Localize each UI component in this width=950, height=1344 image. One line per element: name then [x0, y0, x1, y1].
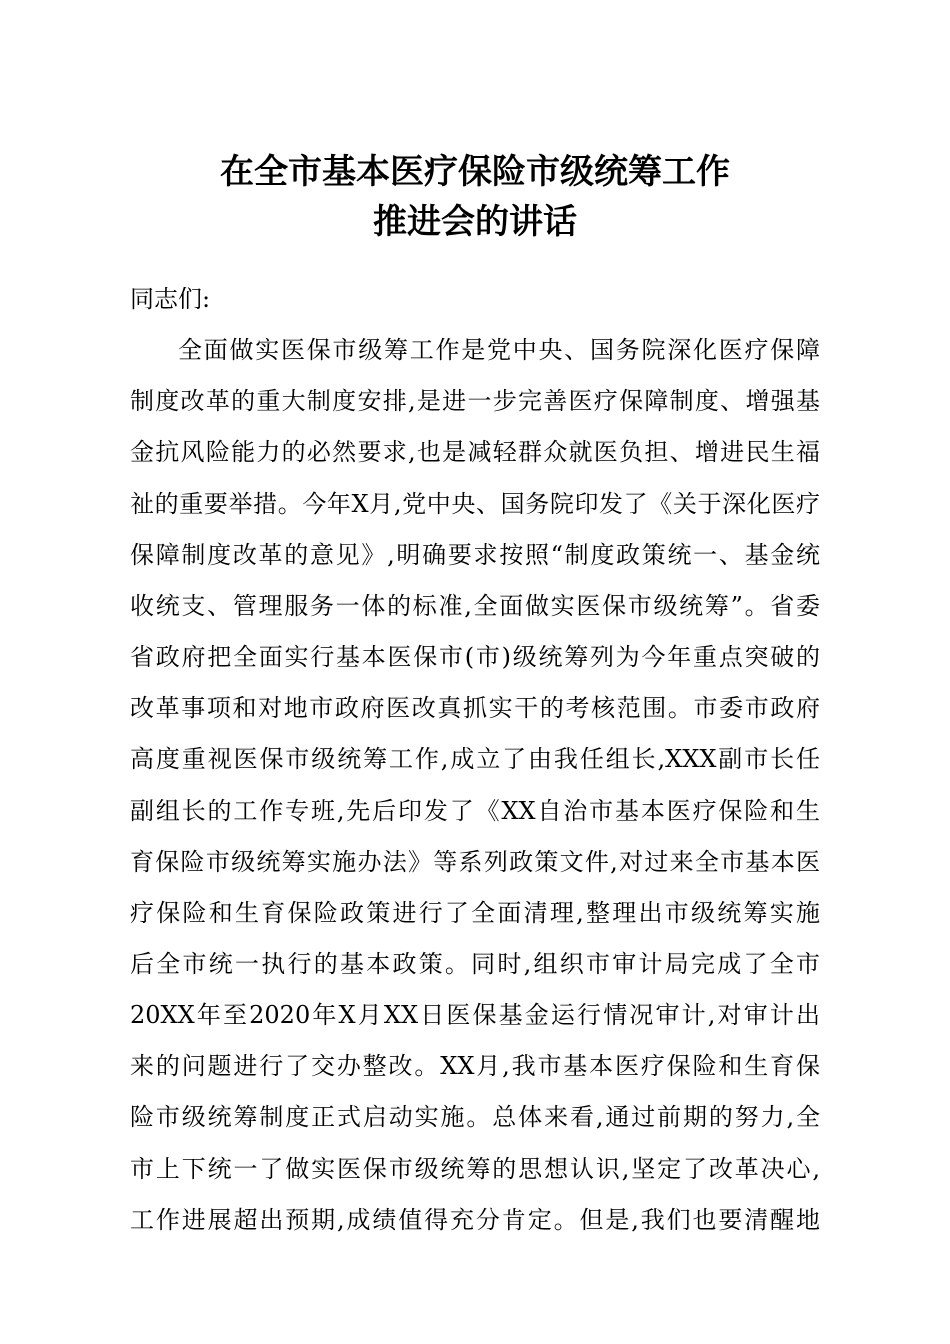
body-line: 高度重视医保市级统筹工作,成立了由我任组长,XXX副市长任 [130, 745, 820, 773]
salutation: 同志们: [130, 285, 211, 313]
body-line: 20XX年至2020年X月XX日医保基金运行情况审计,对审计出 [130, 1001, 820, 1029]
body-line: 险市级统筹制度正式启动实施。总体来看,通过前期的努力,全 [130, 1103, 820, 1131]
body-line: 育保险市级统筹实施办法》等系列政策文件,对过来全市基本医 [130, 848, 820, 876]
body-line: 工作进展超出预期,成绩值得充分肯定。但是,我们也要清醒地 [130, 1206, 820, 1234]
document-title-line-1: 在全市基本医疗保险市级统筹工作 [220, 152, 730, 192]
body-line: 副组长的工作专班,先后印发了《XX自治市基本医疗保险和生 [130, 797, 820, 825]
body-line: 市上下统一了做实医保市级统筹的思想认识,坚定了改革决心, [130, 1155, 820, 1183]
body-line: 改革事项和对地市政府医改真抓实干的考核范围。市委市政府 [130, 694, 820, 722]
body-line: 保障制度改革的意见》,明确要求按照“制度政策统一、基金统 [130, 541, 820, 569]
body-line: 省政府把全面实行基本医保市(市)级统筹列为今年重点突破的 [130, 643, 820, 671]
body-line: 全面做实医保市级筹工作是党中央、国务院深化医疗保障 [178, 336, 820, 364]
body-line: 收统支、管理服务一体的标准,全面做实医保市级统筹”。省委 [130, 592, 820, 620]
body-line: 制度改革的重大制度安排,是进一步完善医疗保障制度、增强基 [130, 387, 820, 415]
body-line: 来的问题进行了交办整改。XX月,我市基本医疗保险和生育保 [130, 1052, 820, 1080]
body-line: 后全市统一执行的基本政策。同时,组织市审计局完成了全市 [130, 950, 820, 978]
body-line: 疗保险和生育保险政策进行了全面清理,整理出市级统筹实施 [130, 899, 820, 927]
document-title-line-2: 推进会的讲话 [373, 202, 577, 242]
body-line: 祉的重要举措。今年X月,党中央、国务院印发了《关于深化医疗 [130, 490, 820, 518]
body-line: 金抗风险能力的必然要求,也是减轻群众就医负担、增进民生福 [130, 438, 820, 466]
